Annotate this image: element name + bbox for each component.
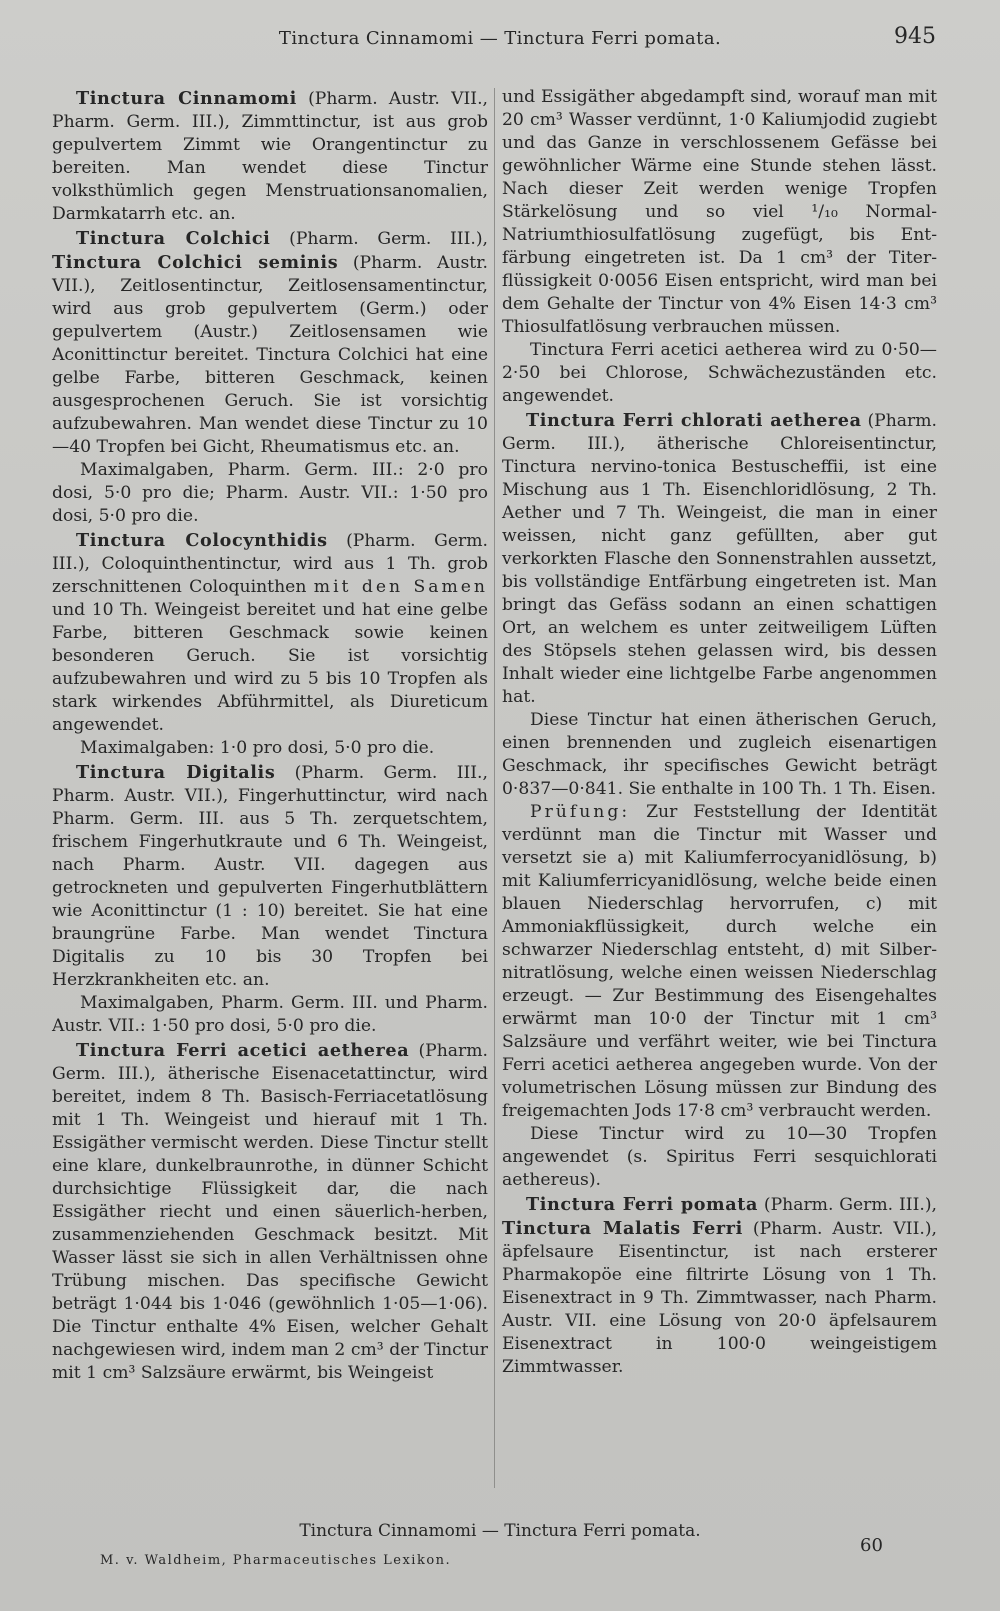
- headword: Tinctura Cinnamomi: [76, 88, 297, 109]
- entry-text: (Pharm. Austr. VII.), Zeitlosentinctur, Zeitlosensamentinctur, wird aus grob gepulvertem (Germ.) oder gepulvertem (Austr.) Zeitlosensamen wie Aconittinctur bereitet. Tinctura Colchici hat eine gelbe Farbe, bitteren Geschmack, keinen ausgesprochenen Geruch. Sie ist vorsichtig aufzubewahren. Man wendet diese Tinctur zu 10—40 Tropfen bei Gicht, Rheumatismus etc. an.: [52, 253, 488, 457]
- headword: Tinctura Colchici seminis: [52, 252, 339, 273]
- entry-text: (Pharm. Germ. III.), ätherische Eisenacetattinctur, wird bereitet, indem 8 Th. Basisch-Ferriacetatlösung mit 1 Th. Weingeist und hierauf mit 1 Th. Essigäther vermischt werden. Diese Tinctur stellt eine klare, dunkelbraunrothe, in dünner Schicht durchsichtige Flüssigkeit dar, die nach Essigäther riecht und einen säuerlich-herben, zusammenziehenden Geschmack besitzt. Mit Wasser lässt sie sich in allen Verhältnissen ohne Trübung mischen. Das specifische Gewicht beträgt 1·044 bis 1·046 (gewöhnlich 1·05—1·06). Die Tinctur enthalte 4% Eisen, welcher Gehalt nachgewiesen wird, indem man 2 cm³ der Tinctur mit 1 cm³ Salzsäure erwärmt, bis Weingeist: [52, 1041, 489, 1383]
- entry-text: (Pharm. Germ. III.),: [270, 229, 488, 249]
- signature-number: 60: [860, 1535, 883, 1556]
- headword: Tinctura Digitalis: [76, 762, 276, 783]
- headword: Tinctura Colchici: [76, 228, 271, 249]
- entry-text: (Pharm. Germ. III.), Coloquinthentinctur, wird aus 1 Th. grob zerschnittenen Coloquinthen: [52, 531, 488, 597]
- right-column: [502, 86, 937, 1379]
- footer-signature: M. v. Waldheim, Pharmaceutisches Lexikon.: [100, 1553, 452, 1568]
- paragraph: Maximalgaben, Pharm. Germ. III.: 2·0 pro dosi, 5·0 pro die; Pharm. Austr. VII.: 1·50 pro dosi, 5·0 pro die.: [52, 460, 488, 526]
- left-column: [52, 86, 488, 1385]
- entry-tinctura-ferri-pomata: [502, 1193, 937, 1379]
- entry-tinctura-colocynthidis: [52, 529, 488, 737]
- headword: Tinctura Colocynthidis: [76, 530, 328, 551]
- paragraph: und Essigäther abgedampft sind, worauf man mit 20 cm³ Wasser verdünnt, 1·0 Kaliumjodid zugiebt und das Ganze in verschlossenem Gefässe bei gewöhnlicher Wärme eine Stunde stehen lässt. Nach dieser Zeit werden wenige Tropfen Stärkelösung und so viel ¹/₁₀ Normal-Natriumthiosulfatlösung zugefügt, bis Entfärbung eingetreten ist. Da 1 cm³ der Titerflüssigkeit 0·0056 Eisen entspricht, wird man bei dem Gehalte der Tinctur von 4% Eisen 14·3 cm³ Thiosulfatlösung verbrauchen müssen.: [502, 87, 937, 337]
- page-number: 945: [894, 24, 936, 49]
- entry-text: (Pharm. Germ. III., Pharm. Austr. VII.), Fingerhuttinctur, wird nach Pharm. Germ. III. aus 5 Th. zerquetschtem, frischem Fingerhutkraute und 6 Th. Weingeist, nach Pharm. Austr. VII. dagegen aus getrockneten und gepulverten Fingerhutblättern wie Aconittinctur (1 : 10) bereitet. Sie hat eine braungrüne Farbe. Man wendet Tinctura Digitalis zu 10 bis 30 Tropfen bei Herzkrankheiten etc. an.: [52, 763, 488, 990]
- running-head: Tinctura Cinnamomi — Tinctura Ferri pomata.: [278, 28, 722, 49]
- headword: Tinctura Malatis Ferri: [502, 1218, 743, 1239]
- paragraph: Tinctura Ferri acetici aetherea wird zu 0·50—2·50 bei Chlorose, Schwächezuständen etc. angewendet.: [502, 340, 937, 406]
- paragraph: Maximalgaben: 1·0 pro dosi, 5·0 pro die.: [80, 738, 435, 758]
- paragraph: Maximalgaben, Pharm. Germ. III. und Pharm. Austr. VII.: 1·50 pro dosi, 5·0 pro die.: [52, 993, 488, 1036]
- paragraph: Diese Tinctur wird zu 10—30 Tropfen angewendet (s. Spiritus Ferri sesquichlorati aethereus).: [502, 1124, 937, 1190]
- spaced-text: Prüfung:: [530, 802, 631, 822]
- entry-text: (Pharm. Germ. III.), ätherische Chloreisentinctur, Tinctura nervino-tonica Bestuscheffii, ist eine Mischung aus 1 Th. Eisenchloridlösung, 2 Th. Aether und 7 Th. Weingeist, die man in einer weissen, nicht ganz gefüllten, aber gut verkorkten Flasche den Sonnenstrahlen aussetzt, bis vollständige Entfärbung eingetreten ist. Man bringt das Gefäss sodann an einen schattigen Ort, an welchem es unter zeitweiligem Lüften des Stöpsels stehen gelassen wird, bis dessen Inhalt wieder eine lichtgelbe Farbe angenommen hat.: [502, 411, 938, 707]
- pruefung-paragraph: [502, 801, 937, 1123]
- column-divider: [494, 88, 495, 1488]
- headword: Tinctura Ferri chlorati aetherea: [526, 410, 862, 431]
- entry-tinctura-digitalis: [52, 761, 488, 992]
- entry-tinctura-ferri-acetici-aetherea: [52, 1039, 488, 1385]
- entry-tinctura-colchici: [52, 227, 488, 459]
- entry-text: (Pharm. Austr. VII., Pharm. Germ. III.), Zimmttinctur, ist aus grob gepulvertem Zimmt wie Orangentinctur zu bereiten. Man wendet diese Tinctur volksthümlich gegen Menstruationsanomalien, Darmkatarrh etc. an.: [52, 89, 488, 224]
- entry-tinctura-ferri-chlorati-aetherea: [502, 409, 937, 709]
- entry-text: Zur Feststellung der Identität verdünnt man die Tinctur mit Wasser und versetzt sie a) mit Kaliumferrocyanidlösung, b) mit Kaliumferricyanidlösung, welche beide einen blauen Niederschlag hervorrufen, c) mit Ammoniakflüssigkeit, durch welche ein schwarzer Niederschlag entsteht, d) mit Silbernitratlösung, welche einen weissen Niederschlag erzeugt. — Zur Bestimmung des Eisengehaltes erwärmt man 10·0 der Tinctur mit 1 cm³ Salzsäure und verfährt weiter, wie bei Tinctura Ferri acetici aetherea angegeben wurde. Von der volumetrischen Lösung müssen zur Bindung des freigemachten Jods 17·8 cm³ verbraucht werden.: [502, 802, 937, 1121]
- spaced-text: mit den Samen: [313, 577, 489, 597]
- headword: Tinctura Ferri acetici aetherea: [76, 1040, 410, 1061]
- entry-text: (Pharm. Germ. III.),: [758, 1195, 937, 1215]
- entry-tinctura-cinnamomi: [52, 87, 488, 226]
- entry-text: und 10 Th. Weingeist bereitet und hat eine gelbe Farbe, bitteren Geschmack sowie keinen besonderen Geruch. Sie ist vorsichtig aufzubewahren und wird zu 5 bis 10 Tropfen als stark wirkendes Abführmittel, als Diureticum angewendet.: [52, 600, 488, 735]
- entry-text: (Pharm. Austr. VII.), äpfelsaure Eisentinctur, ist nach ersterer Pharmakopöe eine filtrirte Lösung von 1 Th. Eisenextract in 9 Th. Zimmtwasser, nach Pharm. Austr. VII. eine Lösung von 20·0 äpfelsaurem Eisenextract in 100·0 weingeistigem Zimmtwasser.: [502, 1219, 938, 1377]
- headword: Tinctura Ferri pomata: [526, 1194, 759, 1215]
- paragraph: Diese Tinctur hat einen ätherischen Geruch, einen brennenden und zugleich eisenartigen Geschmack, ihr specifisches Gewicht beträgt 0·837—0·841. Sie enthalte in 100 Th. 1 Th. Eisen.: [502, 710, 937, 799]
- footer-title: Tinctura Cinnamomi — Tinctura Ferri pomata.: [299, 1521, 701, 1541]
